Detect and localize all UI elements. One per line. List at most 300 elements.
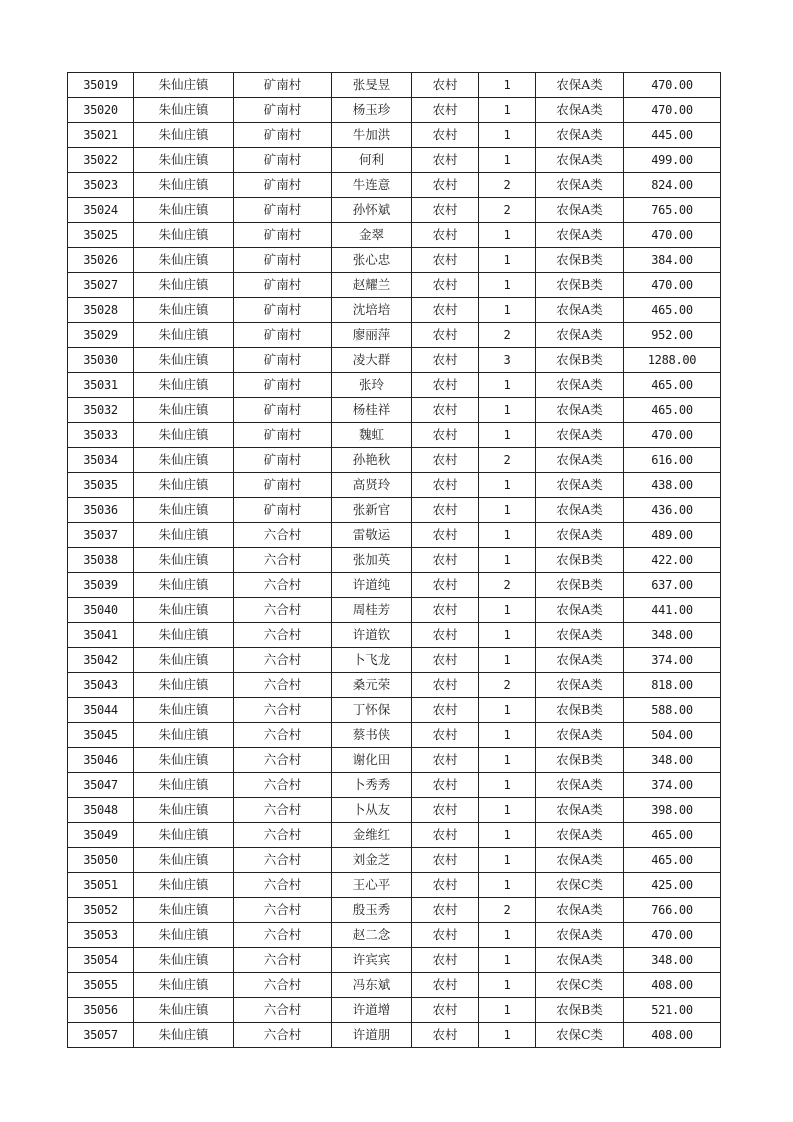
category-cell: 农保A类 [536, 598, 624, 623]
amount-cell: 348.00 [624, 748, 721, 773]
table-row [68, 598, 721, 623]
area-type-cell: 农村 [412, 973, 479, 998]
table-row [68, 573, 721, 598]
category-cell: 农保C类 [536, 873, 624, 898]
name-cell: 许道朋 [332, 1023, 412, 1048]
area-type-cell: 农村 [412, 173, 479, 198]
table-row [68, 423, 721, 448]
town-cell: 朱仙庄镇 [134, 373, 234, 398]
village-cell: 六合村 [234, 823, 332, 848]
amount-cell: 952.00 [624, 323, 721, 348]
amount-cell: 465.00 [624, 398, 721, 423]
area-type-cell: 农村 [412, 748, 479, 773]
category-cell: 农保A类 [536, 673, 624, 698]
serial-number-cell: 35034 [68, 448, 134, 473]
town-cell: 朱仙庄镇 [134, 948, 234, 973]
name-cell: 卜从友 [332, 798, 412, 823]
category-cell: 农保A类 [536, 823, 624, 848]
village-cell: 六合村 [234, 923, 332, 948]
amount-cell: 470.00 [624, 223, 721, 248]
area-type-cell: 农村 [412, 773, 479, 798]
table-row [68, 398, 721, 423]
village-cell: 六合村 [234, 598, 332, 623]
serial-number-cell: 35054 [68, 948, 134, 973]
area-type-cell: 农村 [412, 848, 479, 873]
area-type-cell: 农村 [412, 273, 479, 298]
village-cell: 矿南村 [234, 123, 332, 148]
amount-cell: 465.00 [624, 298, 721, 323]
household-count-cell: 1 [479, 923, 536, 948]
amount-cell: 1288.00 [624, 348, 721, 373]
table-body [68, 73, 721, 1048]
household-count-cell: 1 [479, 798, 536, 823]
name-cell: 许道钦 [332, 623, 412, 648]
town-cell: 朱仙庄镇 [134, 473, 234, 498]
table-row [68, 298, 721, 323]
category-cell: 农保B类 [536, 998, 624, 1023]
town-cell: 朱仙庄镇 [134, 923, 234, 948]
serial-number-cell: 35035 [68, 473, 134, 498]
village-cell: 矿南村 [234, 73, 332, 98]
name-cell: 张新官 [332, 498, 412, 523]
name-cell: 许道纯 [332, 573, 412, 598]
town-cell: 朱仙庄镇 [134, 748, 234, 773]
town-cell: 朱仙庄镇 [134, 423, 234, 448]
serial-number-cell: 35049 [68, 823, 134, 848]
table-row [68, 348, 721, 373]
table-row [68, 923, 721, 948]
category-cell: 农保A类 [536, 948, 624, 973]
serial-number-cell: 35045 [68, 723, 134, 748]
table-row [68, 1023, 721, 1048]
name-cell: 杨桂祥 [332, 398, 412, 423]
amount-cell: 588.00 [624, 698, 721, 723]
area-type-cell: 农村 [412, 573, 479, 598]
name-cell: 廖丽萍 [332, 323, 412, 348]
category-cell: 农保A类 [536, 98, 624, 123]
area-type-cell: 农村 [412, 248, 479, 273]
household-count-cell: 1 [479, 998, 536, 1023]
name-cell: 凌大群 [332, 348, 412, 373]
table-row [68, 648, 721, 673]
category-cell: 农保B类 [536, 273, 624, 298]
town-cell: 朱仙庄镇 [134, 573, 234, 598]
amount-cell: 766.00 [624, 898, 721, 923]
village-cell: 矿南村 [234, 248, 332, 273]
amount-cell: 465.00 [624, 373, 721, 398]
area-type-cell: 农村 [412, 473, 479, 498]
area-type-cell: 农村 [412, 123, 479, 148]
amount-cell: 436.00 [624, 498, 721, 523]
category-cell: 农保C类 [536, 1023, 624, 1048]
table-row [68, 273, 721, 298]
amount-cell: 374.00 [624, 773, 721, 798]
table-row [68, 998, 721, 1023]
household-count-cell: 1 [479, 223, 536, 248]
serial-number-cell: 35056 [68, 998, 134, 1023]
category-cell: 农保A类 [536, 123, 624, 148]
area-type-cell: 农村 [412, 298, 479, 323]
amount-cell: 425.00 [624, 873, 721, 898]
amount-cell: 465.00 [624, 823, 721, 848]
town-cell: 朱仙庄镇 [134, 223, 234, 248]
village-cell: 六合村 [234, 798, 332, 823]
amount-cell: 470.00 [624, 923, 721, 948]
amount-cell: 438.00 [624, 473, 721, 498]
table-row [68, 823, 721, 848]
amount-cell: 445.00 [624, 123, 721, 148]
town-cell: 朱仙庄镇 [134, 148, 234, 173]
amount-cell: 818.00 [624, 673, 721, 698]
category-cell: 农保A类 [536, 173, 624, 198]
serial-number-cell: 35055 [68, 973, 134, 998]
serial-number-cell: 35057 [68, 1023, 134, 1048]
category-cell: 农保A类 [536, 298, 624, 323]
area-type-cell: 农村 [412, 998, 479, 1023]
area-type-cell: 农村 [412, 873, 479, 898]
category-cell: 农保B类 [536, 248, 624, 273]
town-cell: 朱仙庄镇 [134, 548, 234, 573]
name-cell: 牛连意 [332, 173, 412, 198]
category-cell: 农保A类 [536, 798, 624, 823]
serial-number-cell: 35050 [68, 848, 134, 873]
category-cell: 农保A类 [536, 473, 624, 498]
category-cell: 农保A类 [536, 848, 624, 873]
serial-number-cell: 35048 [68, 798, 134, 823]
amount-cell: 398.00 [624, 798, 721, 823]
household-count-cell: 1 [479, 748, 536, 773]
household-count-cell: 1 [479, 1023, 536, 1048]
area-type-cell: 农村 [412, 398, 479, 423]
category-cell: 农保A类 [536, 773, 624, 798]
table-row [68, 248, 721, 273]
category-cell: 农保A类 [536, 648, 624, 673]
name-cell: 卜飞龙 [332, 648, 412, 673]
household-count-cell: 2 [479, 898, 536, 923]
town-cell: 朱仙庄镇 [134, 798, 234, 823]
category-cell: 农保A类 [536, 398, 624, 423]
town-cell: 朱仙庄镇 [134, 323, 234, 348]
name-cell: 张玲 [332, 373, 412, 398]
name-cell: 冯东斌 [332, 973, 412, 998]
area-type-cell: 农村 [412, 948, 479, 973]
name-cell: 张旻昱 [332, 73, 412, 98]
village-cell: 六合村 [234, 873, 332, 898]
name-cell: 王心平 [332, 873, 412, 898]
household-count-cell: 1 [479, 823, 536, 848]
amount-cell: 824.00 [624, 173, 721, 198]
village-cell: 六合村 [234, 723, 332, 748]
area-type-cell: 农村 [412, 423, 479, 448]
town-cell: 朱仙庄镇 [134, 723, 234, 748]
area-type-cell: 农村 [412, 323, 479, 348]
table-row [68, 548, 721, 573]
village-cell: 六合村 [234, 523, 332, 548]
name-cell: 许宾宾 [332, 948, 412, 973]
amount-cell: 470.00 [624, 98, 721, 123]
name-cell: 杨玉珍 [332, 98, 412, 123]
household-count-cell: 1 [479, 398, 536, 423]
village-cell: 六合村 [234, 898, 332, 923]
serial-number-cell: 35039 [68, 573, 134, 598]
amount-cell: 384.00 [624, 248, 721, 273]
name-cell: 周桂芳 [332, 598, 412, 623]
town-cell: 朱仙庄镇 [134, 623, 234, 648]
town-cell: 朱仙庄镇 [134, 73, 234, 98]
area-type-cell: 农村 [412, 698, 479, 723]
village-cell: 矿南村 [234, 348, 332, 373]
serial-number-cell: 35037 [68, 523, 134, 548]
name-cell: 许道增 [332, 998, 412, 1023]
area-type-cell: 农村 [412, 523, 479, 548]
name-cell: 张心忠 [332, 248, 412, 273]
town-cell: 朱仙庄镇 [134, 298, 234, 323]
household-count-cell: 1 [479, 298, 536, 323]
household-count-cell: 2 [479, 173, 536, 198]
amount-cell: 489.00 [624, 523, 721, 548]
amount-cell: 616.00 [624, 448, 721, 473]
table-row [68, 673, 721, 698]
amount-cell: 348.00 [624, 948, 721, 973]
category-cell: 农保B类 [536, 698, 624, 723]
category-cell: 农保A类 [536, 723, 624, 748]
town-cell: 朱仙庄镇 [134, 873, 234, 898]
table-row [68, 123, 721, 148]
village-cell: 矿南村 [234, 173, 332, 198]
town-cell: 朱仙庄镇 [134, 1023, 234, 1048]
area-type-cell: 农村 [412, 723, 479, 748]
table-row [68, 73, 721, 98]
town-cell: 朱仙庄镇 [134, 698, 234, 723]
household-count-cell: 1 [479, 523, 536, 548]
name-cell: 何利 [332, 148, 412, 173]
amount-cell: 521.00 [624, 998, 721, 1023]
amount-cell: 470.00 [624, 273, 721, 298]
category-cell: 农保A类 [536, 923, 624, 948]
table-row [68, 973, 721, 998]
amount-cell: 348.00 [624, 623, 721, 648]
household-count-cell: 1 [479, 723, 536, 748]
town-cell: 朱仙庄镇 [134, 648, 234, 673]
area-type-cell: 农村 [412, 448, 479, 473]
amount-cell: 408.00 [624, 973, 721, 998]
name-cell: 殷玉秀 [332, 898, 412, 923]
category-cell: 农保A类 [536, 523, 624, 548]
table-row [68, 698, 721, 723]
town-cell: 朱仙庄镇 [134, 98, 234, 123]
category-cell: 农保A类 [536, 73, 624, 98]
town-cell: 朱仙庄镇 [134, 173, 234, 198]
category-cell: 农保B类 [536, 748, 624, 773]
serial-number-cell: 35046 [68, 748, 134, 773]
household-count-cell: 1 [479, 423, 536, 448]
serial-number-cell: 35029 [68, 323, 134, 348]
area-type-cell: 农村 [412, 823, 479, 848]
village-cell: 矿南村 [234, 273, 332, 298]
area-type-cell: 农村 [412, 373, 479, 398]
category-cell: 农保A类 [536, 498, 624, 523]
household-count-cell: 2 [479, 448, 536, 473]
serial-number-cell: 35030 [68, 348, 134, 373]
area-type-cell: 农村 [412, 598, 479, 623]
serial-number-cell: 35022 [68, 148, 134, 173]
town-cell: 朱仙庄镇 [134, 348, 234, 373]
household-count-cell: 1 [479, 498, 536, 523]
category-cell: 农保A类 [536, 898, 624, 923]
name-cell: 孙怀斌 [332, 198, 412, 223]
amount-cell: 374.00 [624, 648, 721, 673]
area-type-cell: 农村 [412, 223, 479, 248]
household-count-cell: 1 [479, 248, 536, 273]
household-count-cell: 2 [479, 323, 536, 348]
serial-number-cell: 35021 [68, 123, 134, 148]
village-cell: 六合村 [234, 973, 332, 998]
village-cell: 六合村 [234, 773, 332, 798]
serial-number-cell: 35032 [68, 398, 134, 423]
area-type-cell: 农村 [412, 673, 479, 698]
serial-number-cell: 35038 [68, 548, 134, 573]
serial-number-cell: 35031 [68, 373, 134, 398]
village-cell: 矿南村 [234, 423, 332, 448]
village-cell: 矿南村 [234, 98, 332, 123]
household-count-cell: 1 [479, 598, 536, 623]
household-count-cell: 1 [479, 123, 536, 148]
household-count-cell: 3 [479, 348, 536, 373]
town-cell: 朱仙庄镇 [134, 848, 234, 873]
serial-number-cell: 35042 [68, 648, 134, 673]
table-row [68, 523, 721, 548]
village-cell: 六合村 [234, 1023, 332, 1048]
town-cell: 朱仙庄镇 [134, 248, 234, 273]
town-cell: 朱仙庄镇 [134, 973, 234, 998]
amount-cell: 422.00 [624, 548, 721, 573]
name-cell: 刘金芝 [332, 848, 412, 873]
household-count-cell: 1 [479, 948, 536, 973]
serial-number-cell: 35052 [68, 898, 134, 923]
serial-number-cell: 35019 [68, 73, 134, 98]
category-cell: 农保A类 [536, 148, 624, 173]
amount-cell: 637.00 [624, 573, 721, 598]
category-cell: 农保A类 [536, 323, 624, 348]
town-cell: 朱仙庄镇 [134, 273, 234, 298]
category-cell: 农保B类 [536, 573, 624, 598]
category-cell: 农保C类 [536, 973, 624, 998]
table-row [68, 723, 721, 748]
area-type-cell: 农村 [412, 648, 479, 673]
village-cell: 六合村 [234, 548, 332, 573]
table-row [68, 773, 721, 798]
household-count-cell: 1 [479, 148, 536, 173]
table-row [68, 198, 721, 223]
name-cell: 牛加洪 [332, 123, 412, 148]
village-cell: 六合村 [234, 648, 332, 673]
town-cell: 朱仙庄镇 [134, 123, 234, 148]
category-cell: 农保A类 [536, 423, 624, 448]
amount-cell: 465.00 [624, 848, 721, 873]
area-type-cell: 农村 [412, 198, 479, 223]
name-cell: 雷敬运 [332, 523, 412, 548]
village-cell: 矿南村 [234, 323, 332, 348]
name-cell: 沈培培 [332, 298, 412, 323]
serial-number-cell: 35036 [68, 498, 134, 523]
name-cell: 金翠 [332, 223, 412, 248]
village-cell: 矿南村 [234, 398, 332, 423]
amount-cell: 499.00 [624, 148, 721, 173]
name-cell: 卜秀秀 [332, 773, 412, 798]
household-count-cell: 1 [479, 473, 536, 498]
table-row [68, 473, 721, 498]
area-type-cell: 农村 [412, 148, 479, 173]
table-row [68, 798, 721, 823]
table-row [68, 223, 721, 248]
table-row [68, 148, 721, 173]
village-cell: 矿南村 [234, 473, 332, 498]
table-row [68, 448, 721, 473]
benefit-table [67, 72, 721, 1048]
name-cell: 丁怀保 [332, 698, 412, 723]
town-cell: 朱仙庄镇 [134, 448, 234, 473]
town-cell: 朱仙庄镇 [134, 898, 234, 923]
category-cell: 农保A类 [536, 448, 624, 473]
village-cell: 矿南村 [234, 148, 332, 173]
name-cell: 魏虹 [332, 423, 412, 448]
household-count-cell: 1 [479, 623, 536, 648]
area-type-cell: 农村 [412, 1023, 479, 1048]
town-cell: 朱仙庄镇 [134, 998, 234, 1023]
area-type-cell: 农村 [412, 498, 479, 523]
category-cell: 农保B类 [536, 548, 624, 573]
town-cell: 朱仙庄镇 [134, 598, 234, 623]
serial-number-cell: 35051 [68, 873, 134, 898]
table-row [68, 373, 721, 398]
village-cell: 矿南村 [234, 198, 332, 223]
amount-cell: 470.00 [624, 73, 721, 98]
amount-cell: 765.00 [624, 198, 721, 223]
amount-cell: 408.00 [624, 1023, 721, 1048]
serial-number-cell: 35020 [68, 98, 134, 123]
area-type-cell: 农村 [412, 898, 479, 923]
village-cell: 六合村 [234, 573, 332, 598]
village-cell: 六合村 [234, 623, 332, 648]
table-row [68, 323, 721, 348]
household-count-cell: 1 [479, 648, 536, 673]
household-count-cell: 1 [479, 273, 536, 298]
town-cell: 朱仙庄镇 [134, 773, 234, 798]
category-cell: 农保A类 [536, 198, 624, 223]
table-row [68, 873, 721, 898]
serial-number-cell: 35026 [68, 248, 134, 273]
table-row [68, 173, 721, 198]
serial-number-cell: 35025 [68, 223, 134, 248]
category-cell: 农保B类 [536, 348, 624, 373]
serial-number-cell: 35023 [68, 173, 134, 198]
village-cell: 六合村 [234, 748, 332, 773]
serial-number-cell: 35033 [68, 423, 134, 448]
serial-number-cell: 35028 [68, 298, 134, 323]
household-count-cell: 1 [479, 973, 536, 998]
name-cell: 谢化田 [332, 748, 412, 773]
amount-cell: 470.00 [624, 423, 721, 448]
table-row [68, 98, 721, 123]
table-row [68, 623, 721, 648]
village-cell: 矿南村 [234, 298, 332, 323]
town-cell: 朱仙庄镇 [134, 498, 234, 523]
table-row [68, 848, 721, 873]
serial-number-cell: 35043 [68, 673, 134, 698]
serial-number-cell: 35044 [68, 698, 134, 723]
area-type-cell: 农村 [412, 623, 479, 648]
name-cell: 赵耀兰 [332, 273, 412, 298]
